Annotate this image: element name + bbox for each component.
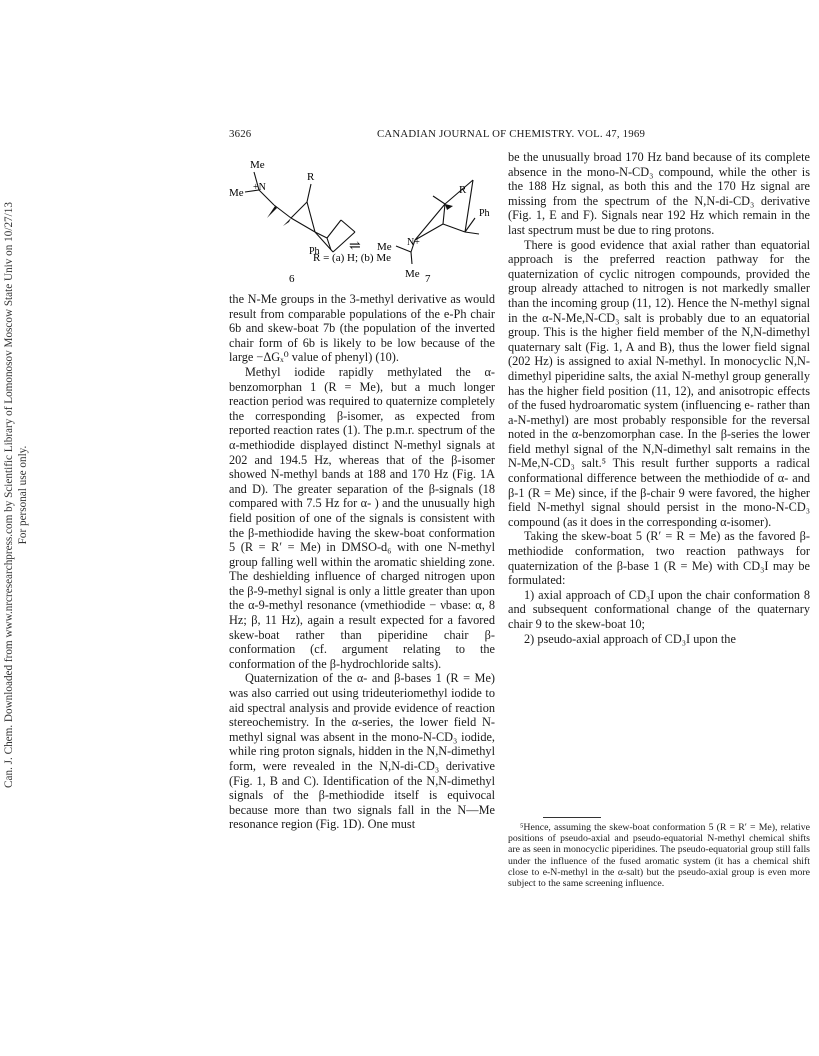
footnote — [508, 822, 810, 889]
boat-7-hatch — [445, 204, 453, 210]
paragraph: Methyl iodide rapidly methylated the α-benzomorphan 1 (R = Me), but a much longer reaction period was required to quaternize completely the corresponding β-isomer, as expected from reported reaction rates (1). The p.m.r. spectrum of the α-methiodide displayed distinct N-methyl signals at 202 and 194.5 Hz, whereas that of the β-isomer showed N-methyl bands at 188 and 170 Hz (Fig. 1A and D). The greater separation of the β-signals (18 compared with 7.5 Hz for α- ) and the unusually high field position of one of the signals is consistent with the β-methiodide having the skew-boat conformation 5 (R = R′ = Me) in DMSO-d₆ with one N-methyl group falling well within the aromatic shielding zone. The deshielding influence of charged nitrogen upon the β-9-methyl signal is only a little greater than upon the α-9-methyl resonance (νmethiodide − νbase: α, 8 Hz; β, 11 Hz), again a result expected for a favored skew-boat rather than piperidine chair β-conformation (cf. argument relating to the conformation of the β-hydrochloride salts). — [229, 364, 495, 671]
paragraph: the N-Me groups in the 3-methyl derivative as would result from comparable populations of the e-Ph chair 6b and skew-boat 7b (the population of the inverted chair form of 6b is likely to be low because of the large −ΔGₓ⁰ value of phenyl) (10). — [229, 292, 495, 365]
r-right-label: R — [459, 184, 467, 196]
r-left-label: R — [307, 171, 315, 183]
paragraph: There is good evidence that axial rather than equatorial approach is the preferred reaction pathway for the quaternization of cyclic nitrogen compounds, provided the group already attached to nitrogen is not markedly smaller than the incoming group (11, 12). Hence the N-methyl signal in the α-N-Me,N-CD₃ salt is probably due to an equatorial group. This is the higher field member of the N,N-dimethyl quaternary salt (Fig. 1, A and B), thus the lower field signal (202 Hz) is assigned to axial N-methyl. In monocyclic N,N-dimethyl piperidine salts, the axial N-methyl group generally has the higher field position (11, 12), and anisotropic effects of the fused hydroaromatic system (influencing e- rather than a-N-methyl) are most probably responsible for the reversal noted in the α-benzomorphan case. In the β-series the lower field methyl signal of the N,N-dimethyl salt remains in the N-Me,N-CD₃ salt.⁵ This result further supports a radical conformational difference between the methiodide of α- and β-1 (R = Me) since, if the β-chair 9 were favored, the higher field N-methyl signal should persist in the mono-N-CD₃ compound (as it does in the corresponding α-isomer). — [508, 237, 810, 529]
download-stamp-line2: For personal use only. — [17, 445, 29, 545]
list-item: 2) pseudo-axial approach of CD₃I upon the — [524, 631, 736, 646]
n-plus-label: +N — [253, 182, 266, 193]
me-top-label: Me — [250, 160, 265, 171]
me-right-label: Me — [377, 241, 392, 253]
ph-right-label: Ph — [479, 208, 490, 219]
footnote-text: ⁵Hence, assuming the skew-boat conformation 5 (R = R′ = Me), relative positions of pseudo-axial and pseudo-equatorial N-methyl chemical shifts are as seen in monocyclic piperidines. The pseudo-equatorial group still falls under the influence of the fused aromatic system (it has a chemical shift close to e-N-methyl in the α-salt) but the pseudo-axial group is even more subject to the same screening influence. — [508, 822, 810, 890]
n-plus-right-label: N+ — [407, 237, 420, 248]
download-stamp-line1: Can. J. Chem. Downloaded from www.nrcresearchpress.com by Scientific Library of Lomonosov Moscow State Univ on 10/27/13 — [3, 202, 15, 788]
right-column — [508, 150, 810, 646]
left-column — [229, 292, 495, 832]
compound-label-6: 6 — [289, 273, 295, 285]
paragraph: be the unusually broad 170 Hz band because of its complete absence in the mono-N-CD₃ compound, while the other is the 188 Hz signal, as both this and the 170 Hz signal are missing from the spectrum of the N,N-di-CD₃ derivative (Fig. 1, E and F). Signals near 192 Hz which remain in the last spectrum must be due to ring protons. — [508, 150, 810, 237]
equilibrium-arrow: ⇌ — [349, 239, 361, 254]
boat-7-bonds — [396, 180, 479, 264]
ph-left-label: Ph — [309, 246, 320, 257]
me-n-left-label: Me — [229, 187, 244, 199]
running-title: CANADIAN JOURNAL OF CHEMISTRY. VOL. 47, 1969 — [377, 128, 646, 140]
paragraph: Taking the skew-boat 5 (R′ = R = Me) as the favored β-methiodide conformation, two reaction pathways for quaternization of the β-base 1 (R = Me) with CD₃I may be formulated: — [508, 529, 810, 588]
list-item: 1) axial approach of CD₃I upon the chair conformation 8 and subsequent conformational change of the quaternary chair 9 to the skew-boat 10; — [508, 587, 810, 631]
structure-caption: R = (a) H; (b) Me — [313, 252, 391, 264]
structure-drawing — [229, 160, 495, 285]
structure-figure — [229, 160, 495, 285]
compound-label-7: 7 — [425, 273, 431, 285]
download-stamp — [2, 185, 36, 805]
page-number: 3626 — [229, 128, 252, 140]
footnote-rule — [543, 817, 601, 818]
me-bottom-label: Me — [405, 268, 420, 280]
paragraph: Quaternization of the α- and β-bases 1 (R = Me) was also carried out using trideuteriomethyl iodide to aid spectral analysis and provide evidence of reaction stereochemistry. In the α-series, the lower field N-methyl signal was absent in the mono-N-CD₃ iodide, while ring proton signals, hidden in the N,N-dimethyl form, were revealed in the N,N-di-CD₃ derivative (Fig. 1, B and C). Identification of the N,N-dimethyl signals of the β-methiodide itself is equivocal because more than two signals fall in the N—Me resonance region (Fig. 1D). One must — [229, 671, 495, 832]
